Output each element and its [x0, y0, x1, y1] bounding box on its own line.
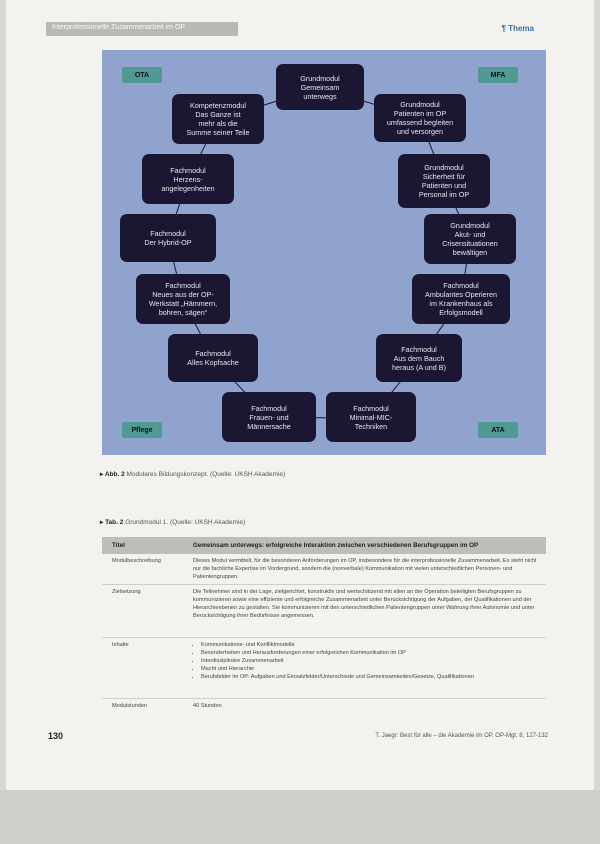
table-caption-text: Grundmodul 1. (Quelle: UKSH Akademie) — [125, 519, 246, 526]
list-item: • Interdisziplinäre Zusammenarbeit — [201, 657, 538, 665]
figure-caption-label: ▸ Abb. 2 — [100, 471, 125, 478]
row-list — [193, 641, 538, 681]
module-node: Fachmodul Ambulantes Operieren im Krankenhaus als Erfolgsmodell — [412, 274, 510, 324]
module-node: Grundmodul Gemeinsam unterwegs — [276, 64, 364, 110]
table-row — [102, 554, 546, 585]
module-node: Fachmodul Minimal-MIC- Techniken — [326, 392, 416, 442]
module-node: Fachmodul Neues aus der OP- Werkstatt „Hämmern, bohren, sägen“ — [136, 274, 230, 324]
table-row — [102, 585, 546, 638]
list-item: • Macht und Hierarchie — [201, 665, 538, 673]
list-item: • Berufsbilder im OP: Aufgaben und Einsatzfelder/Unterschiede und Gemeinsamkeiten/Gesetze, Qualifikationen — [201, 673, 538, 681]
module-table — [102, 537, 546, 713]
module-node: Kompetenzmodul Das Ganze ist mehr als die Summe seiner Teile — [172, 94, 264, 144]
section-title: Interprofessionelle Zusammenarbeit im OP — [52, 24, 186, 31]
row-label: Modulbeschreibung — [112, 558, 161, 564]
module-node: Fachmodul Herzens- angelegenheiten — [142, 154, 234, 204]
module-node: Fachmodul Alles Kopfsache — [168, 334, 258, 382]
module-diagram — [102, 50, 546, 455]
table-header — [102, 537, 546, 554]
row-label: Inhalte — [112, 642, 129, 648]
corner-label-ota: OTA — [122, 67, 162, 83]
row-label: Modulstunden — [112, 703, 148, 709]
page-number: 130 — [48, 731, 64, 741]
figure-caption-text: Modulares Bildungskonzept. (Quelle: UKSH Akademie) — [126, 471, 286, 478]
page-edge — [0, 790, 600, 844]
list-item: • Besonderheiten und Herausforderungen einer erfolgreichen Kommunikation im OP — [201, 649, 538, 657]
corner-label-ata: ATA — [478, 422, 518, 438]
list-item: • Kommunikations- und Konfliktmodelle — [201, 641, 538, 649]
table-row — [102, 699, 546, 713]
figure-caption — [100, 470, 285, 478]
row-text: Dieses Modul vermittelt, für die besonderen Anforderungen im OP, insbesondere für die interprofessionelle Zusammenarbeit. Es steht nicht nur die fachliche Expertise im Vordergrund, sondern die (nonverbale) Kommunikation mit vielen unterschiedlichen Personen- und Patientengruppen. — [193, 558, 537, 580]
module-node: Grundmodul Akut- und Crisensituationen bewältigen — [424, 214, 516, 264]
module-node: Fachmodul Der Hybrid-OP — [120, 214, 216, 262]
table-caption — [100, 518, 245, 526]
section-header — [46, 22, 238, 36]
table-caption-label: ▸ Tab. 2 — [100, 519, 124, 526]
corner-label-pflege: Pflege — [122, 422, 162, 438]
topic-tag: ¶ Thema — [501, 24, 534, 33]
table-header-label: Titel — [112, 542, 125, 549]
table-header-title: Gemeinsam unterwegs: erfolgreiche Interaktion zwischen verschiedenen Berufsgruppen im OP — [193, 542, 479, 549]
row-text: Die Teilnehmer sind in der Lage, zielgerichtet, konstruktiv und wertschätzend mit allen an der Operation beteiligten Berufsgruppen zu kommunizieren sowie eine effiziente und erfolgreiche Zusammenarbeit unter Berücksichtigung der Aufgaben, der Qualifikationen und der Hierarchieebenen zu gestalten. Sie kommunizieren mit den unterschiedlichen Patientengruppen unter Wahrung ihrer Autonomie und unter Berücksichtigung ihrer Bedürfnisse angemessen. — [193, 589, 535, 619]
table-row — [102, 638, 546, 699]
citation: T. Jaegr: Best für alle – die Akademie im OP. OP-Mgt. 8, 127-132 — [375, 733, 548, 739]
row-text: 40 Stunden — [193, 703, 222, 709]
module-node: Grundmodul Sicherheit für Patienten und Personal im OP — [398, 154, 490, 208]
module-node: Grundmodul Patienten im OP umfassend begleiten und versorgen — [374, 94, 466, 142]
module-node: Fachmodul Aus dem Bauch heraus (A und B) — [376, 334, 462, 382]
module-node: Fachmodul Frauen- und Männersache — [222, 392, 316, 442]
row-label: Zielsetzung — [112, 589, 141, 595]
corner-label-mfa: MFA — [478, 67, 518, 83]
